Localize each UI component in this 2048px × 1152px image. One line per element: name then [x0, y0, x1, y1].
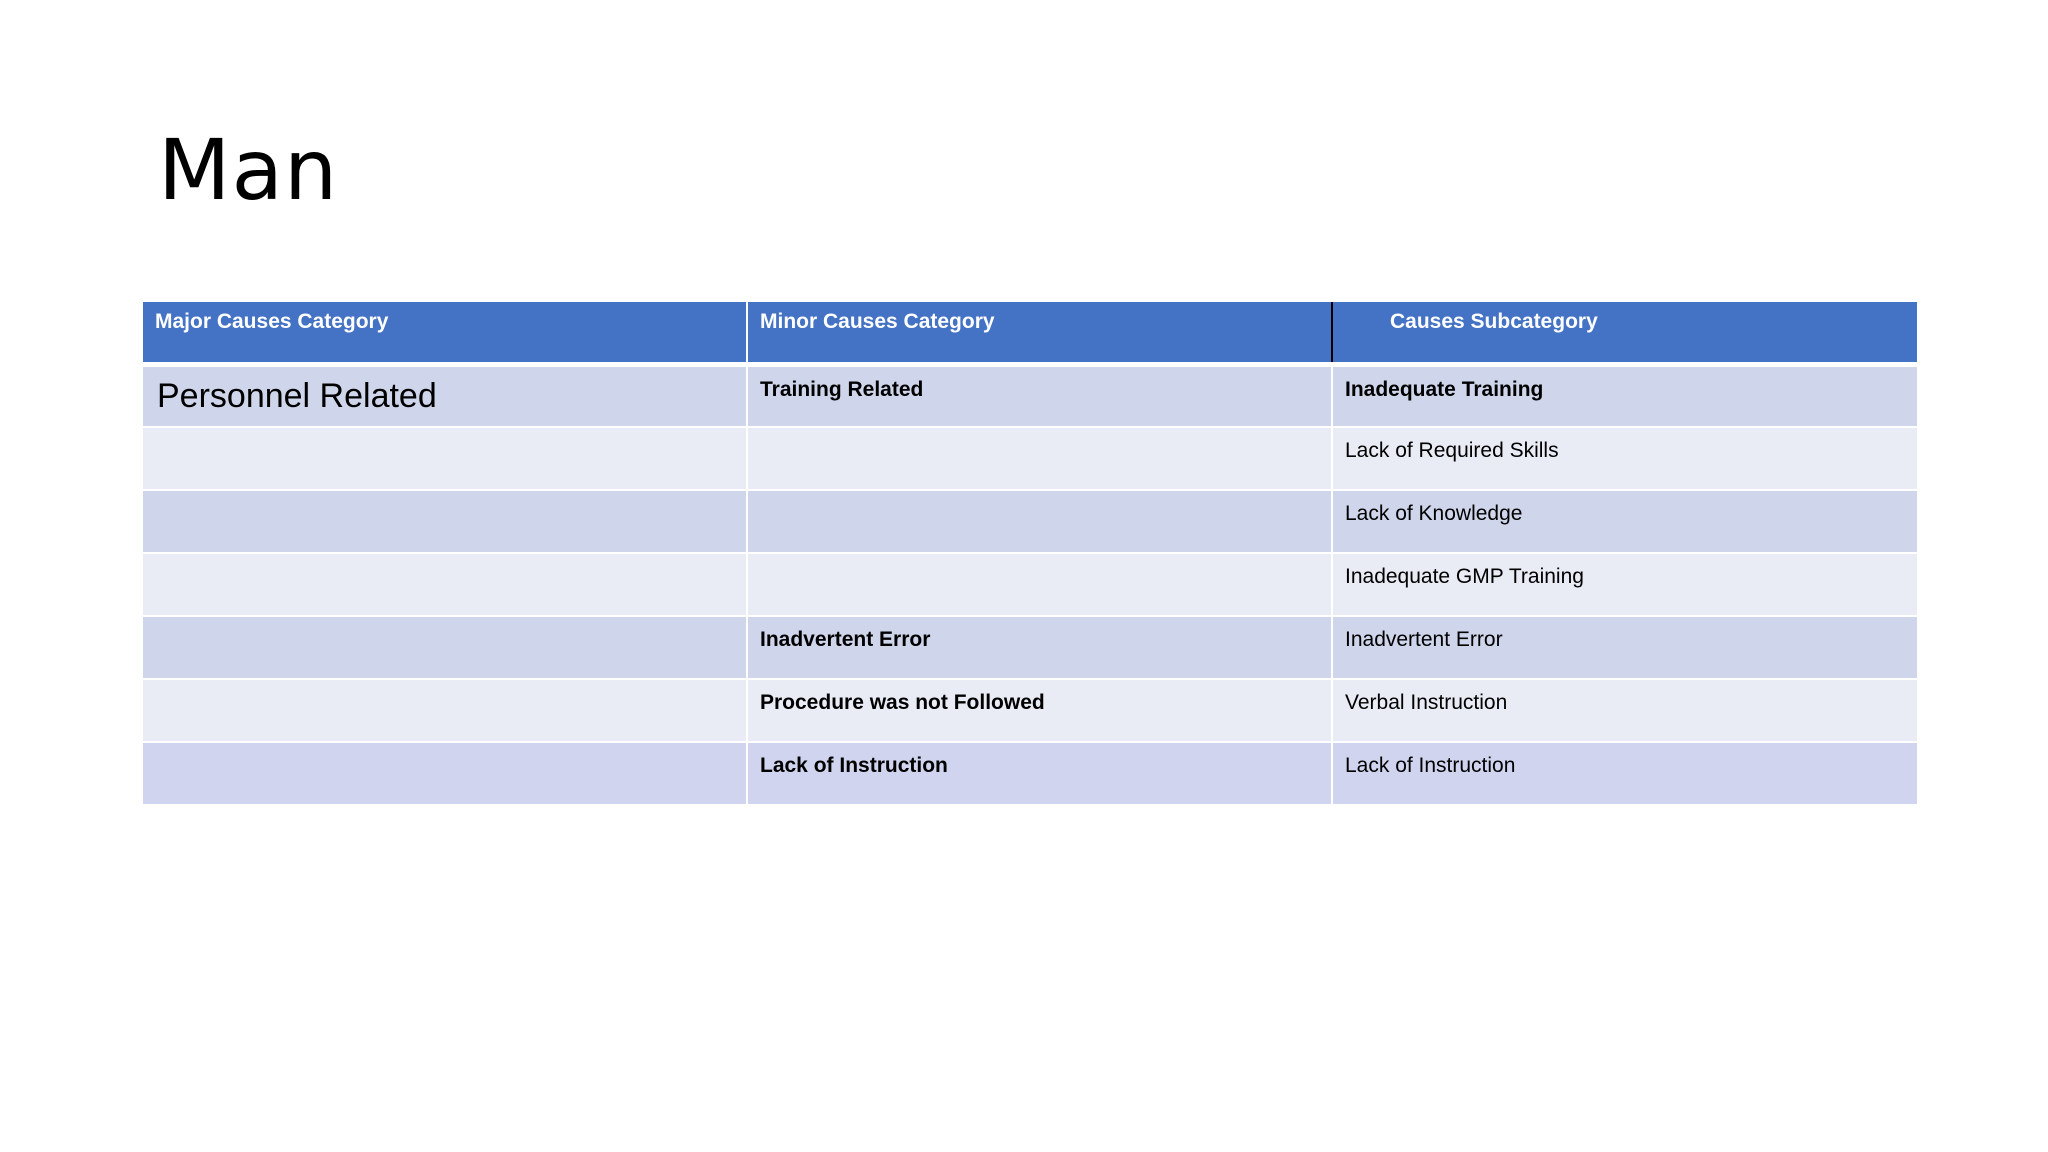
minor-cause-cell: Lack of Instruction	[747, 742, 1332, 805]
header-major-causes: Major Causes Category	[143, 302, 747, 364]
subcategory-cell: Lack of Instruction	[1332, 742, 1917, 805]
subcategory-cell: Lack of Knowledge	[1332, 490, 1917, 553]
major-cause-cell	[143, 742, 747, 805]
table-row	[143, 364, 1917, 427]
minor-cause-cell: Inadvertent Error	[747, 616, 1332, 679]
major-cause-cell	[143, 427, 747, 490]
subcategory-cell: Inadequate Training	[1332, 364, 1917, 427]
minor-cause-cell	[747, 427, 1332, 490]
causes-table	[143, 302, 1917, 806]
subcategory-cell: Inadequate GMP Training	[1332, 553, 1917, 616]
header-minor-causes: Minor Causes Category	[747, 302, 1332, 364]
major-cause-cell	[143, 553, 747, 616]
table-row	[143, 427, 1917, 490]
table-row	[143, 616, 1917, 679]
table-row	[143, 490, 1917, 553]
table-row	[143, 742, 1917, 805]
major-cause-cell	[143, 679, 747, 742]
minor-cause-cell: Procedure was not Followed	[747, 679, 1332, 742]
subcategory-cell: Lack of Required Skills	[1332, 427, 1917, 490]
major-cause-cell	[143, 616, 747, 679]
minor-cause-cell	[747, 553, 1332, 616]
minor-cause-cell	[747, 490, 1332, 553]
table-row	[143, 553, 1917, 616]
table-header-row	[143, 302, 1917, 364]
major-cause-cell	[143, 490, 747, 553]
subcategory-cell: Verbal Instruction	[1332, 679, 1917, 742]
header-causes-subcategory: Causes Subcategory	[1332, 302, 1917, 364]
subcategory-cell: Inadvertent Error	[1332, 616, 1917, 679]
minor-cause-cell: Training Related	[747, 364, 1332, 427]
major-cause-cell: Personnel Related	[143, 364, 747, 427]
slide-title: Man	[158, 121, 339, 219]
table-row	[143, 679, 1917, 742]
